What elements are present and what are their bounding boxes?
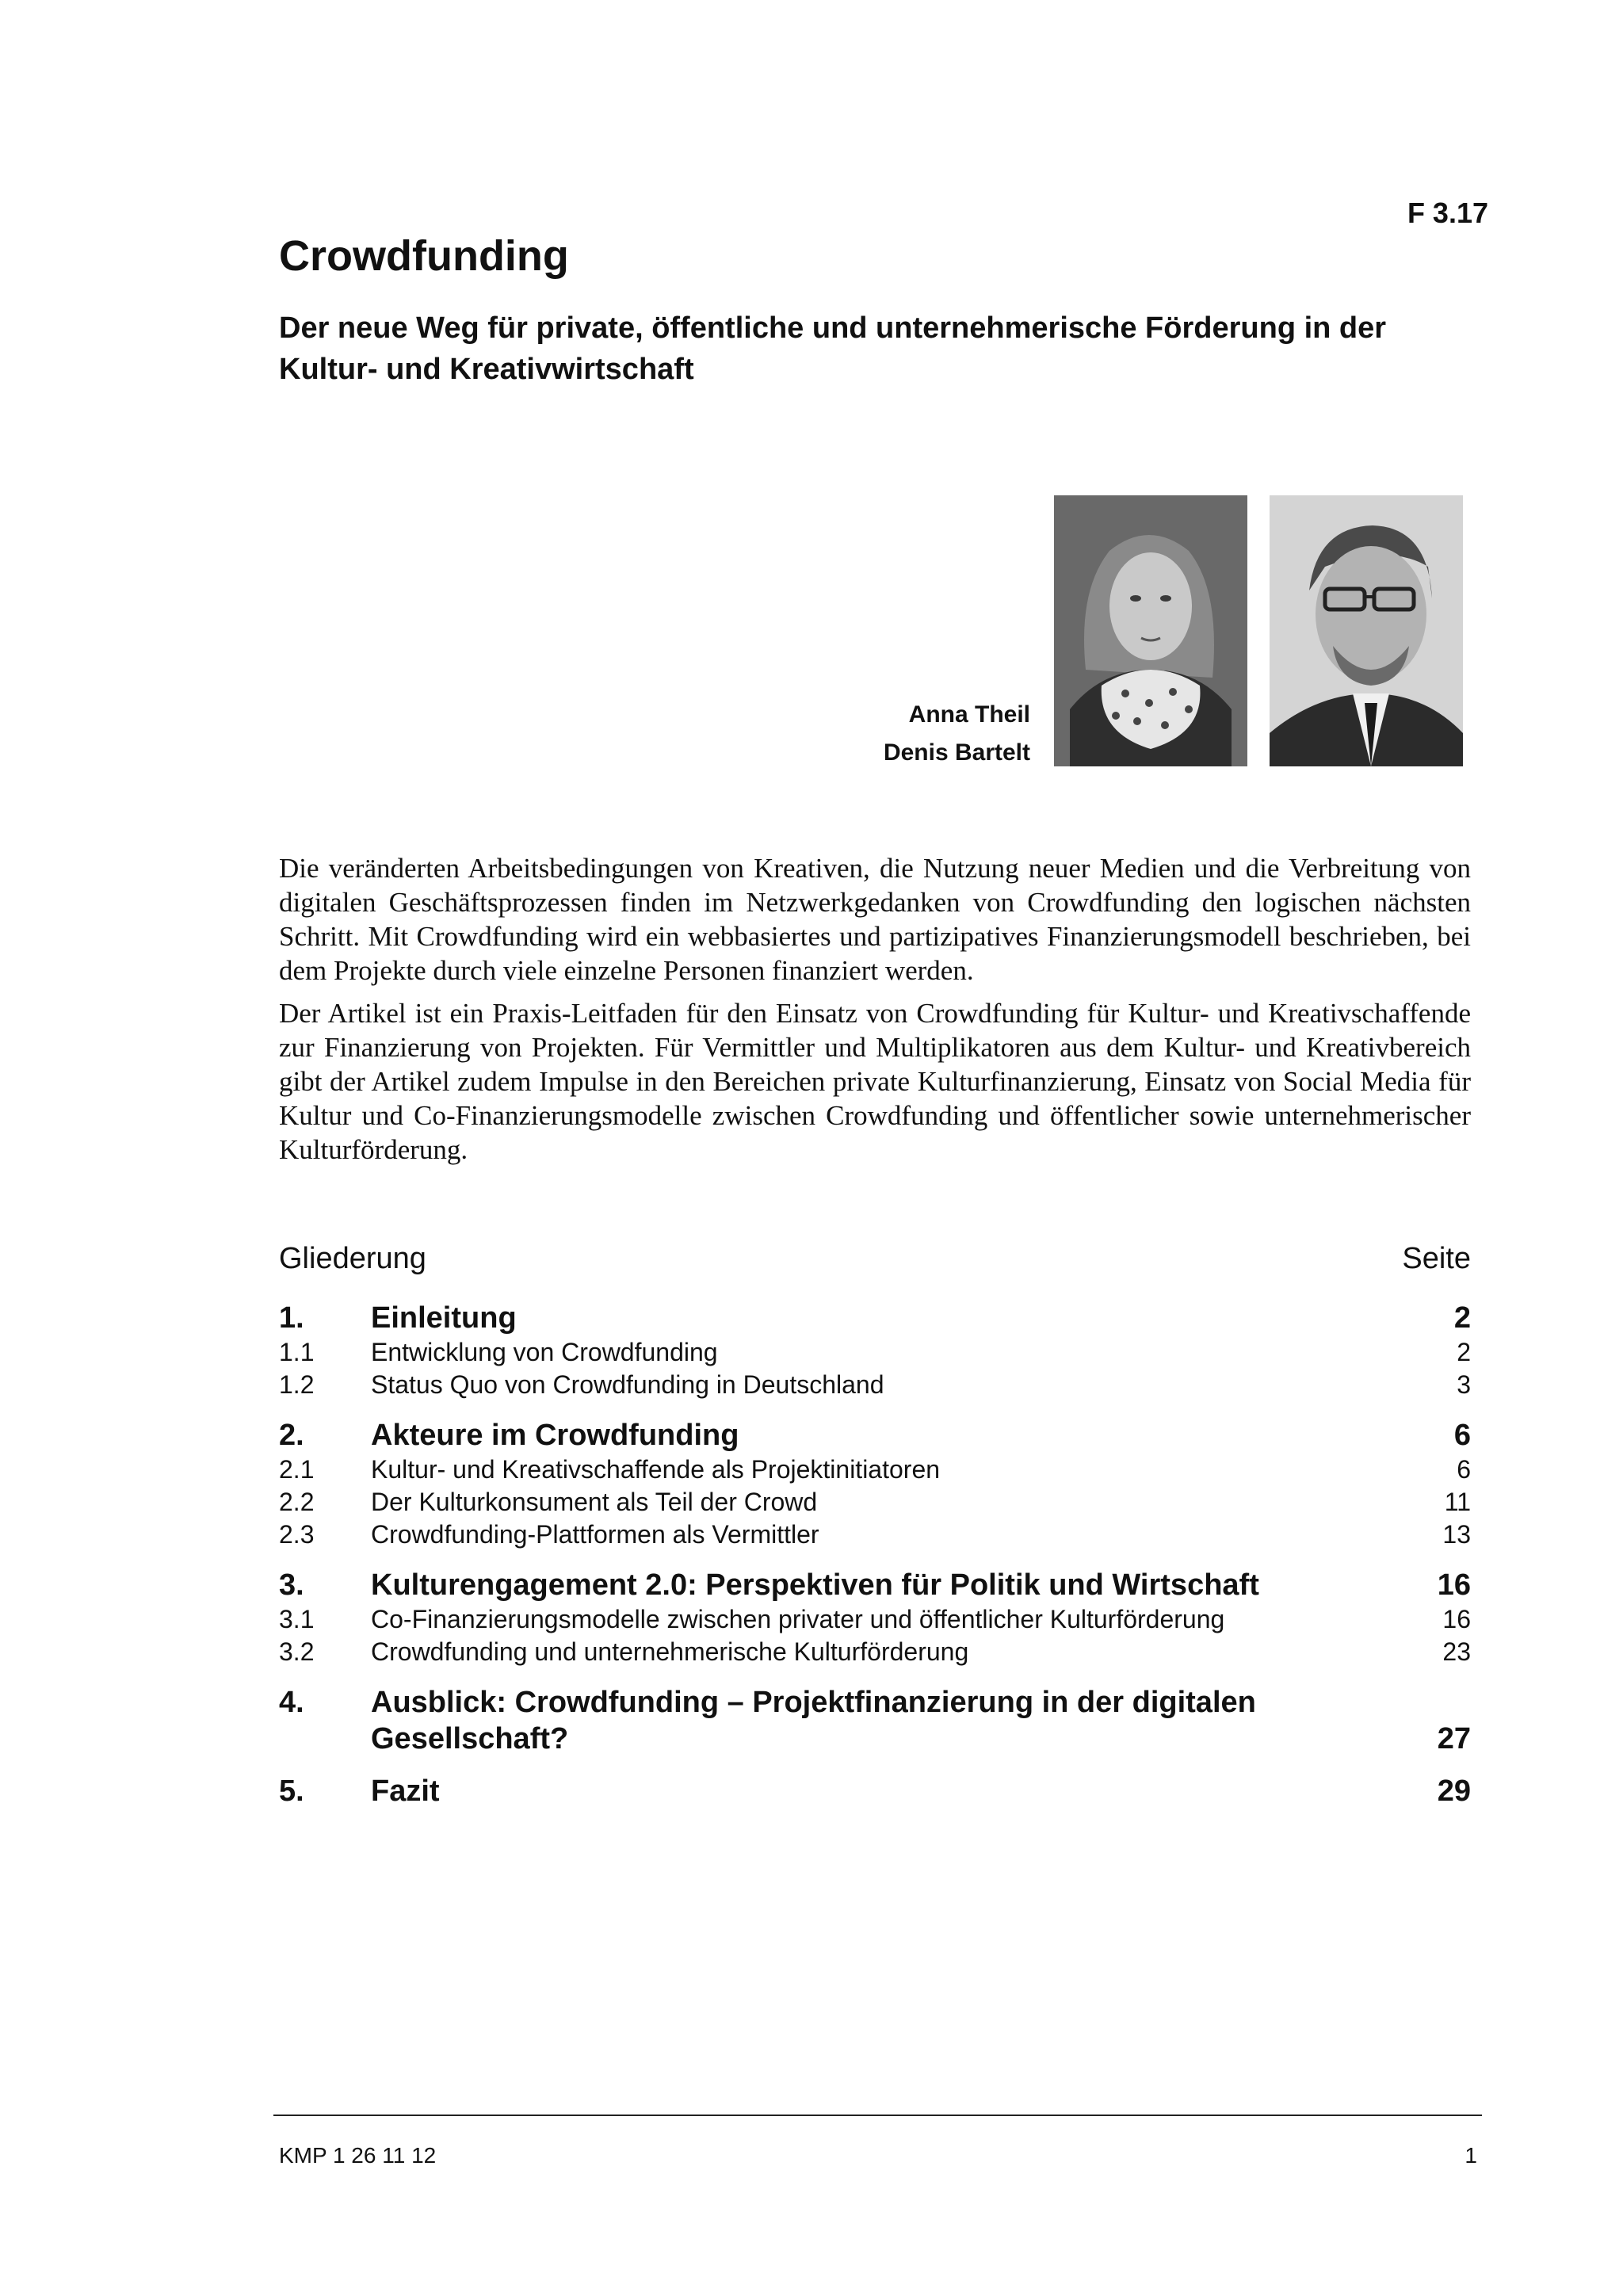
toc-number: 2.1 (279, 1455, 315, 1484)
toc-number: 1.1 (279, 1338, 315, 1366)
toc-number: 2.3 (279, 1520, 315, 1549)
toc-entry-sub[interactable] (279, 1486, 1471, 1519)
footer-divider (273, 2115, 1482, 2116)
document-code: F 3.17 (1407, 197, 1488, 229)
toc-title: Einleitung (371, 1301, 517, 1335)
toc-title: Ausblick: Crowdfunding – Projektfinanzierung in der digitalen Gesellschaft? (371, 1686, 1256, 1755)
toc-page: 6 (1457, 1455, 1471, 1484)
page-subtitle: Der neue Weg für private, öffentliche und unternehmerische Förderung in der Kultur- und Kreativwirtschaft (279, 311, 1387, 386)
page-title: Crowdfunding (279, 232, 569, 280)
toc-entry-main[interactable] (279, 1567, 1471, 1603)
toc-title: Crowdfunding und unternehmerische Kulturförderung (371, 1637, 969, 1666)
toc-entry-sub[interactable] (279, 1369, 1471, 1401)
toc-title: Kultur- und Kreativschaffende als Projektinitiatoren (371, 1455, 941, 1484)
toc-entry-sub[interactable] (279, 1603, 1471, 1636)
toc-entry-sub[interactable] (279, 1336, 1471, 1369)
toc-entry-main[interactable] (279, 1773, 1471, 1809)
page-number: 1 (1465, 2143, 1477, 2168)
author-photo-anna-theil (1054, 495, 1247, 766)
footer-code: KMP 1 26 11 12 (279, 2143, 437, 2168)
author-name: Anna Theil (908, 701, 1030, 728)
intro-paragraph: Der Artikel ist ein Praxis-Leitfaden für den Einsatz von Crowdfunding für Kultur- und Kreativschaffende zur Finanzierung von Projekten. Für Vermittler und Multiplikatoren aus dem Kultur- und Kreativbereich gibt der Artikel zudem Impulse in den Bereichen private Kulturfinanzierung, Einsatz von Social Media für Kultur und Co-Finanzierungsmodelle zwischen Crowdfunding und öffentlicher sowie unternehmerischer Kulturförderung. (279, 998, 1471, 1165)
table-of-contents (279, 1300, 1471, 1809)
toc-number: 2.2 (279, 1488, 315, 1516)
toc-entry-sub[interactable] (279, 1636, 1471, 1668)
toc-entry-main[interactable] (279, 1300, 1471, 1336)
toc-page: 11 (1444, 1488, 1471, 1516)
toc-number: 3.2 (279, 1637, 315, 1666)
author-name: Denis Bartelt (883, 739, 1030, 766)
toc-title: Co-Finanzierungsmodelle zwischen privater und öffentlicher Kulturförderung (371, 1605, 1225, 1633)
toc-title: Entwicklung von Crowdfunding (371, 1338, 718, 1366)
toc-number: 2. (279, 1419, 304, 1452)
toc-page: 6 (1453, 1419, 1471, 1452)
toc-page: 27 (1437, 1722, 1471, 1755)
toc-title: Status Quo von Crowdfunding in Deutschland (371, 1370, 884, 1399)
toc-title: Fazit (371, 1775, 440, 1808)
intro-paragraph: Die veränderten Arbeitsbedingungen von Kreativen, die Nutzung neuer Medien und die Verbreitung von digitalen Geschäftsprozessen finden im Netzwerkgedanken von Crowdfunding den logischen nächsten Schritt. Mit Crowdfunding wird ein webbasiertes und partizipatives Finanzierungsmodell beschrieben, bei dem Projekte durch viele einzelne Personen finanziert werden. (279, 853, 1471, 986)
toc-number: 4. (279, 1686, 304, 1719)
toc-entry-sub[interactable] (279, 1454, 1471, 1486)
toc-page-heading: Seite (1402, 1242, 1471, 1275)
toc-page: 16 (1442, 1605, 1471, 1633)
toc-number: 5. (279, 1775, 304, 1808)
toc-number: 1.2 (279, 1370, 315, 1399)
toc-title: Kulturengagement 2.0: Perspektiven für Politik und Wirtschaft (371, 1568, 1259, 1602)
toc-number: 3. (279, 1568, 304, 1602)
author-photo-denis-bartelt (1270, 495, 1463, 766)
toc-header (279, 1242, 1471, 1276)
toc-page: 3 (1457, 1370, 1471, 1399)
toc-page: 16 (1437, 1568, 1471, 1602)
toc-title: Der Kulturkonsument als Teil der Crowd (371, 1488, 818, 1516)
toc-page: 13 (1442, 1520, 1471, 1549)
author-names (884, 696, 1030, 772)
toc-title: Crowdfunding-Plattformen als Vermittler (371, 1520, 819, 1549)
toc-heading: Gliederung (279, 1242, 426, 1275)
toc-number: 3.1 (279, 1605, 315, 1633)
toc-page: 2 (1453, 1301, 1471, 1335)
toc-entry-sub[interactable] (279, 1519, 1471, 1551)
toc-page: 2 (1457, 1338, 1471, 1366)
toc-entry-main[interactable] (279, 1684, 1471, 1757)
toc-title: Akteure im Crowdfunding (371, 1419, 739, 1452)
toc-entry-main[interactable] (279, 1417, 1471, 1454)
toc-page: 23 (1442, 1637, 1471, 1666)
toc-number: 1. (279, 1301, 304, 1335)
toc-page: 29 (1437, 1775, 1471, 1808)
